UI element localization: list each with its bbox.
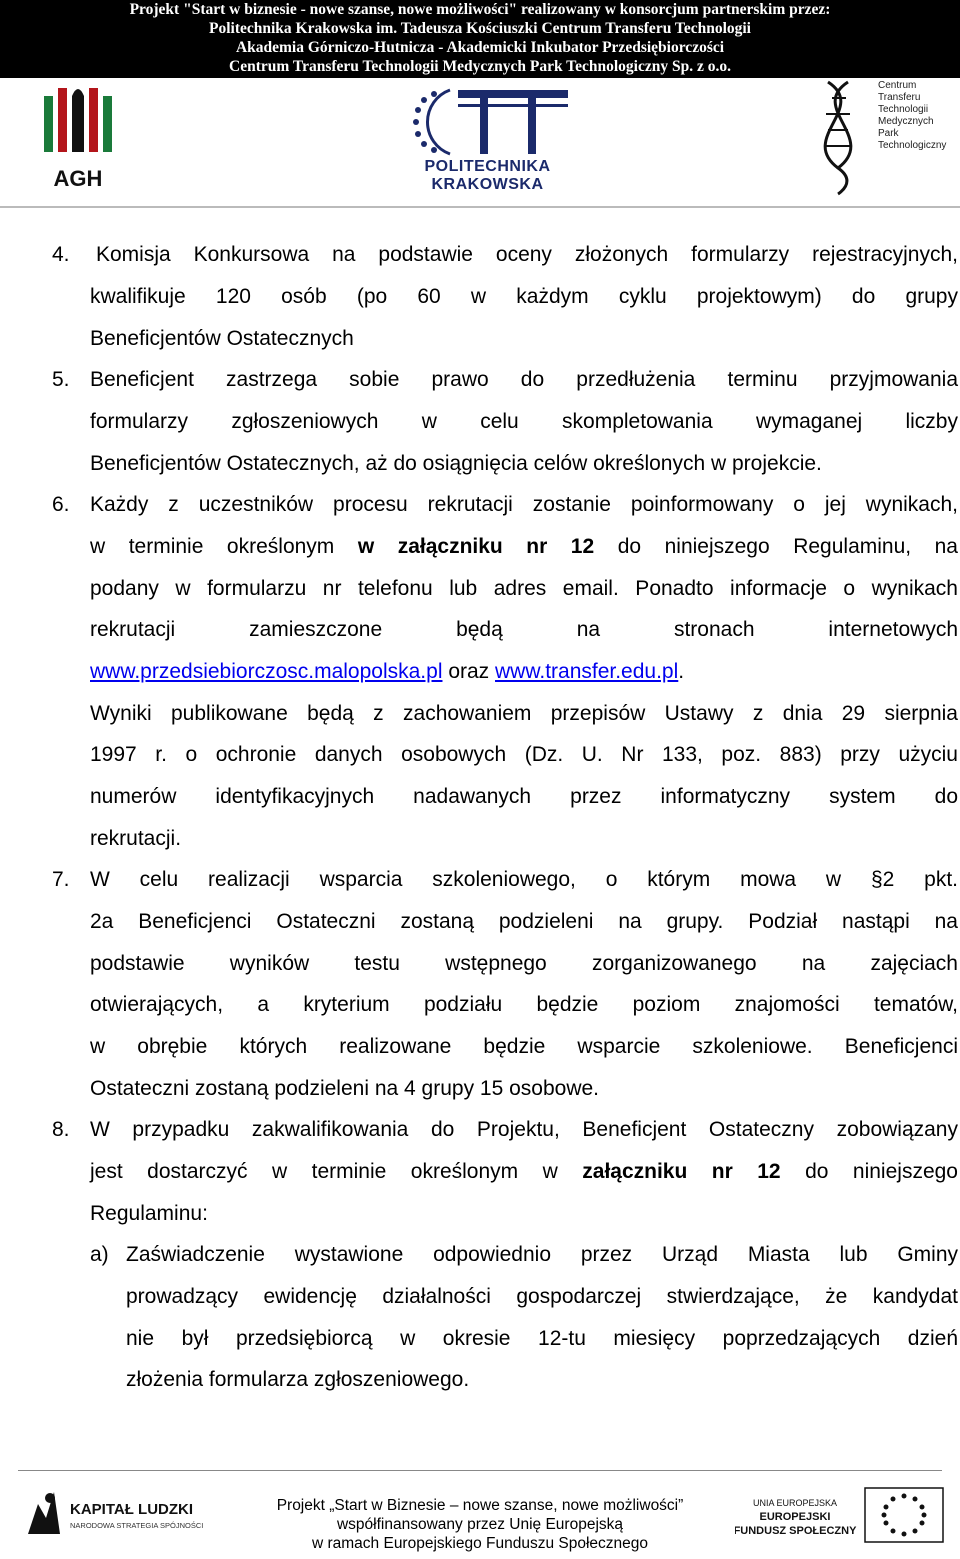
header-divider — [0, 206, 960, 208]
item-6-line: Każdy z uczestników procesu rekrutacji zostanie poinformowany o jej wynikach, — [90, 493, 958, 516]
footer-line: Projekt „Start w Biznesie – nowe szanse, nowe możliwości” — [276, 1497, 684, 1514]
attachment-ref: w załączniku nr 12 — [357, 535, 595, 558]
ctt-text — [878, 80, 946, 152]
website-link[interactable]: www.przedsiebiorczosc.malopolska.pl — [90, 660, 443, 683]
text-span: . — [678, 660, 685, 683]
sub-item-line: Zaświadczenie wystawione odpowiednio przez Urząd Miasta lub Gminy — [126, 1243, 958, 1266]
item-8-line — [90, 1157, 958, 1187]
item-6-line: rekrutacji. — [90, 827, 182, 850]
sub-item-line: złożenia formularza zgłoszeniowego. — [126, 1368, 470, 1391]
ctt-line: Medycznych — [878, 116, 934, 127]
sub-item-line: prowadzący ewidencję działalności gospodarczej stwierdzające, że kandydat — [126, 1285, 958, 1308]
item-5-line: formularzy zgłoszeniowych w celu skompletowania wymaganej liczby — [90, 410, 958, 433]
item-number: 6. — [52, 493, 70, 516]
item-7-line: Ostateczni zostaną podzieleni na 4 grupy 15 osobowe. — [90, 1077, 599, 1100]
eu-line2: EUROPEJSKI — [759, 1511, 831, 1523]
item-4-line: Komisja Konkursowa na podstawie oceny złożonych formularzy rejestracyjnych, — [96, 243, 958, 266]
item-7-line: 2a Beneficjenci Ostateczni zostaną podzieleni na grupy. Podział nastąpi na — [90, 910, 958, 933]
partner-logos — [0, 78, 960, 206]
text-span: do niniejszego — [780, 1160, 958, 1183]
politechnika-krakowska-logo — [400, 84, 575, 192]
item-6-line: podany w formularzu nr telefonu lub adres email. Ponadto informacje o wynikach — [90, 577, 958, 600]
footer-divider — [18, 1470, 942, 1471]
eu-line3: FUNDUSZ SPOŁECZNY — [735, 1525, 857, 1537]
item-6-line — [90, 532, 958, 562]
item-4-line: Beneficjentów Ostatecznych — [90, 327, 354, 350]
agh-logo — [38, 82, 118, 194]
sub-item-label: a) — [90, 1243, 109, 1266]
item-7-line: w obrębie których realizowane będzie wsparcie szkoleniowe. Beneficjenci — [90, 1035, 958, 1058]
agh-text: AGH — [53, 166, 103, 191]
kl-subtitle: NARODOWA STRATEGIA SPÓJNOŚCI — [70, 1521, 204, 1530]
page-footer — [0, 1478, 960, 1558]
header-banner — [0, 0, 960, 78]
item-number: 5. — [52, 368, 70, 391]
item-6-links-line — [90, 657, 958, 687]
text-span: w terminie określonym — [90, 535, 358, 558]
item-7-line: podstawie wyników testu wstępnego zorganizowanego na zajęciach — [90, 952, 958, 975]
ctt-line: Technologiczny — [878, 140, 947, 151]
ctt-line: Technologii — [878, 104, 929, 115]
eu-logo — [735, 1484, 947, 1546]
eu-line1: UNIA EUROPEJSKA — [752, 1498, 838, 1508]
item-number: 4. — [52, 243, 70, 266]
item-5-line: Beneficjent zastrzega sobie prawo do przedłużenia terminu przyjmowania — [90, 368, 958, 391]
item-number: 8. — [52, 1118, 70, 1141]
website-link[interactable]: www.transfer.edu.pl — [495, 660, 679, 683]
item-6-line: Wyniki publikowane będą z zachowaniem przepisów Ustawy z dnia 29 sierpnia — [90, 702, 958, 725]
item-8-line: Regulaminu: — [90, 1202, 208, 1225]
sub-item-line: nie był przedsiębiorcą w okresie 12-tu miesięcy poprzedzających dzień — [126, 1327, 958, 1350]
kl-title: KAPITAŁ LUDZKI — [70, 1501, 194, 1518]
ctt-line: Transferu — [878, 92, 921, 103]
footer-line: w ramach Europejskiego Funduszu Społecznego — [311, 1535, 649, 1552]
ctt-line: Centrum — [878, 80, 917, 91]
banner-line: Akademia Górniczo-Hutnicza - Akademicki Inkubator Przedsiębiorczości — [235, 39, 725, 56]
item-5-line: Beneficjentów Ostatecznych, aż do osiągnięcia celów określonych w projekcie. — [90, 452, 822, 475]
item-7-line: W celu realizacji wsparcia szkoleniowego, o którym mowa w §2 pkt. — [90, 868, 958, 891]
banner-line: Politechnika Krakowska im. Tadeusza Kościuszki Centrum Transferu Technologii — [209, 20, 751, 37]
banner-line: Projekt "Start w biznesie - nowe szanse, nowe możliwości" realizowany w konsorcjum partnerskim przez: — [129, 1, 831, 18]
item-8-line: W przypadku zakwalifikowania do Projektu, Beneficjent Ostateczny zobowiązany — [90, 1118, 958, 1141]
item-4-line: kwalifikuje 120 osób (po 60 w każdym cyklu projektowym) do grupy — [90, 285, 958, 308]
pk-name-line1: POLITECHNIKA — [424, 158, 551, 175]
banner-line: Centrum Transferu Technologii Medycznych Park Technologiczny Sp. z o.o. — [229, 58, 731, 75]
footer-text — [250, 1496, 710, 1553]
kapital-ludzki-logo — [20, 1484, 220, 1546]
ctt-medycznych-logo — [808, 78, 958, 198]
footer-line: współfinansowany przez Unię Europejską — [336, 1516, 624, 1533]
text-span: jest dostarczyć w terminie określonym w — [90, 1160, 583, 1183]
text-span: do niniejszego Regulaminu, na — [594, 535, 958, 558]
item-7-line: otwierających, a kryterium podziału będzie poziom znajomości tematów, — [90, 993, 958, 1016]
attachment-ref: załączniku nr 12 — [582, 1160, 781, 1183]
ctt-line: Park — [878, 128, 899, 139]
item-6-line: rekrutacji zamieszczone będą na stronach internetowych — [90, 618, 958, 641]
item-number: 7. — [52, 868, 70, 891]
pk-name-line2: KRAKOWSKA — [431, 176, 544, 193]
item-6-line: numerów identyfikacyjnych nadawanych przez informatyczny system do — [90, 785, 958, 808]
item-6-line: 1997 r. o ochronie danych osobowych (Dz. U. Nr 133, poz. 883) przy użyciu — [90, 743, 958, 766]
text-span: oraz — [442, 660, 496, 683]
